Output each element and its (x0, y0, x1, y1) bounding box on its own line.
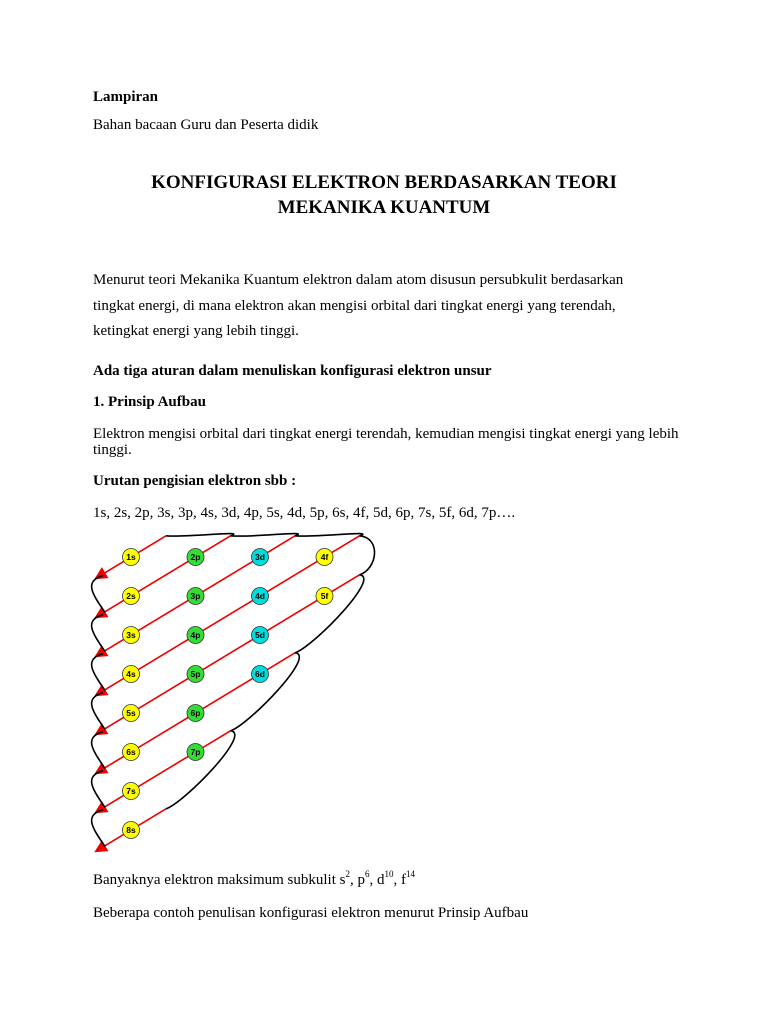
f-label: , f (393, 872, 406, 888)
intro-line-1: Menurut teori Mekanika Kuantum elektron dalam atom disusun persubkulit berdasarkan (93, 272, 624, 288)
orbital-4d-label: 4d (255, 591, 265, 601)
max-electrons-text (93, 871, 415, 889)
connector-loop-right-3 (295, 534, 363, 537)
max-electrons-prefix: Banyaknya elektron maksimum subkulit s (93, 872, 346, 888)
aufbau-text: Elektron mengisi orbital dari tingkat energi terendah, kemudian mengisi tingkat energi yang lebih tinggi. (93, 426, 679, 458)
connector-loop-right-7 (166, 731, 235, 809)
orbital-1s-label: 1s (126, 552, 136, 562)
connector-loop-left-2 (92, 615, 105, 652)
connector-loop-right-6 (231, 653, 300, 731)
orbital-3d-label: 3d (255, 552, 265, 562)
connector-loop-left-3 (92, 654, 105, 691)
p-label: , p (349, 872, 365, 888)
orbital-2s-label: 2s (126, 591, 136, 601)
orbital-8s-label: 8s (126, 825, 136, 835)
connector-loop-right-4 (360, 536, 375, 575)
orbital-5d-label: 5d (255, 630, 265, 640)
orbital-6p-label: 6p (190, 708, 201, 718)
page-title-line-1: KONFIGURASI ELEKTRON BERDASARKAN TEORI (151, 172, 617, 193)
subheading: Bahan bacaan Guru dan Peserta didik (93, 117, 319, 133)
order-heading: Urutan pengisian elektron sbb : (93, 473, 297, 489)
orbital-4s-label: 4s (126, 669, 136, 679)
orbital-4p-label: 4p (190, 630, 201, 640)
connector-loop-left-1 (92, 576, 105, 613)
orbital-4f-label: 4f (320, 552, 329, 562)
rules-heading: Ada tiga aturan dalam menuliskan konfigurasi elektron unsur (93, 363, 492, 379)
s-superscript: 2 (345, 869, 350, 879)
orbital-3s-label: 3s (126, 630, 136, 640)
orbital-2p-label: 2p (190, 552, 201, 562)
connector-loop-left-6 (92, 771, 105, 808)
orbital-5s-label: 5s (126, 708, 136, 718)
f-superscript: 14 (405, 869, 415, 879)
examples-text: Beberapa contoh penulisan konfigurasi elektron menurut Prinsip Aufbau (93, 905, 529, 921)
diagonal-arrow-row-2 (97, 536, 231, 617)
intro-line-3: ketingkat energi yang lebih tinggi. (93, 323, 299, 339)
connector-loop-right-1 (166, 534, 234, 537)
page-title-line-2: MEKANIKA KUANTUM (277, 197, 491, 218)
connector-loop-right-5 (295, 575, 364, 653)
d-label: , d (369, 872, 385, 888)
connector-loop-left-4 (92, 693, 105, 730)
heading: Lampiran (93, 89, 159, 105)
orbital-3p-label: 3p (190, 591, 201, 601)
connector-loop-left-7 (92, 810, 105, 847)
p-superscript: 6 (364, 869, 370, 879)
d-superscript: 10 (384, 869, 394, 879)
orbital-6d-label: 6d (255, 669, 265, 679)
orbital-7s-label: 7s (126, 786, 136, 796)
orbital-5p-label: 5p (190, 669, 201, 679)
orbital-5f-label: 5f (320, 591, 329, 601)
connector-loop-left-5 (92, 732, 105, 769)
orbital-7p-label: 7p (190, 747, 201, 757)
section-heading: 1. Prinsip Aufbau (93, 394, 206, 410)
intro-line-2: tingkat energi, di mana elektron akan mengisi orbital dari tingkat energi yang terendah, (93, 298, 616, 314)
orbital-6s-label: 6s (126, 747, 136, 757)
connector-loop-right-2 (231, 534, 299, 537)
order-text: 1s, 2s, 2p, 3s, 3p, 4s, 3d, 4p, 5s, 4d, 5p, 6s, 4f, 5d, 6p, 7s, 5f, 6d, 7p…. (93, 505, 516, 521)
